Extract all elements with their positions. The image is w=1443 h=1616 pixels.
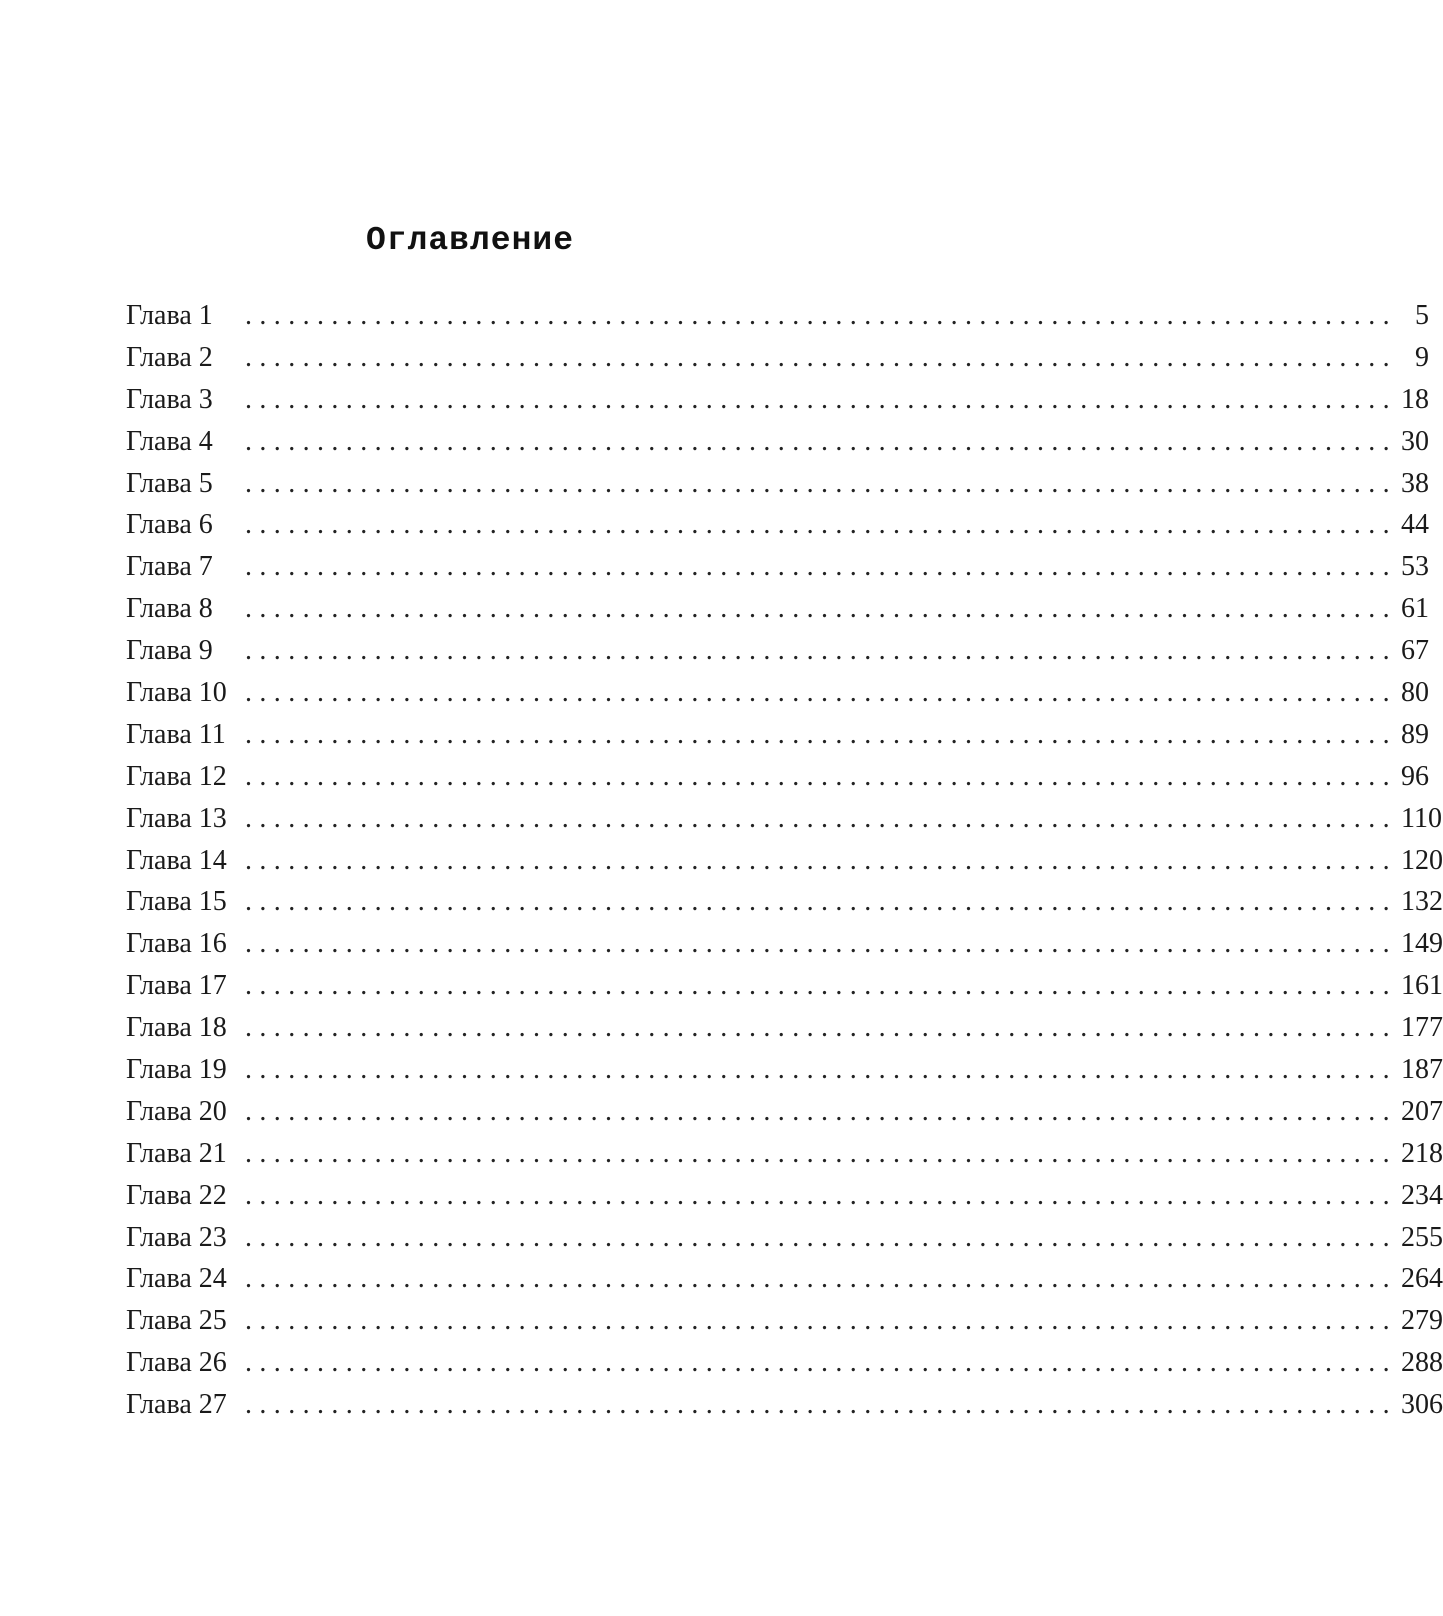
toc-entry: [126, 677, 1429, 719]
toc-dot-leader: ................................................................................: [245, 1095, 1397, 1127]
toc-entry-page-number: 44: [1401, 509, 1429, 541]
toc-entry: [126, 467, 1429, 510]
toc-entry: [126, 928, 1443, 970]
toc-dot-leader: ................................................................................: [245, 1305, 1397, 1337]
toc-entry-page-number: 61: [1401, 593, 1429, 625]
toc-entry-page-number: 5: [1415, 300, 1429, 331]
toc-entry-page-number: 132: [1401, 886, 1443, 918]
toc-dot-leader: ................................................................................: [245, 970, 1397, 1002]
toc-entry-page-number: 264: [1401, 1263, 1443, 1295]
toc-entry-page-number: 80: [1401, 677, 1429, 709]
toc-entry-page-number: 207: [1401, 1095, 1443, 1127]
toc-entry-page-number: 18: [1401, 383, 1429, 415]
toc-dot-leader: ................................................................................: [245, 844, 1397, 876]
toc-entry-page-number: 110: [1401, 802, 1442, 834]
toc-entry-page-number: 279: [1401, 1305, 1443, 1337]
toc-entry-label: Глава 9: [126, 635, 213, 667]
toc-entry-page-number: 30: [1401, 425, 1429, 457]
toc-dot-leader: ................................................................................: [245, 1012, 1397, 1044]
toc-dot-leader: ................................................................................: [245, 1221, 1397, 1253]
toc-dot-leader: ................................................................................: [245, 886, 1397, 918]
toc-list: [126, 300, 1443, 1431]
toc-entry-label: Глава 12: [126, 760, 227, 792]
toc-entry: [126, 551, 1429, 593]
toc-entry-page-number: 149: [1401, 928, 1443, 960]
toc-entry-label: Глава 11: [126, 718, 226, 750]
toc-entry: [126, 1263, 1443, 1305]
toc-entry-label: Глава 1: [126, 300, 213, 331]
toc-entry-page-number: 53: [1401, 551, 1429, 583]
toc-entry: [126, 970, 1443, 1012]
toc-entry-label: Глава 10: [126, 677, 227, 709]
toc-entry-page-number: 187: [1401, 1054, 1443, 1086]
toc-dot-leader: ................................................................................: [245, 425, 1397, 457]
toc-dot-leader: ................................................................................: [245, 802, 1397, 834]
toc-entry-page-number: 218: [1401, 1137, 1443, 1169]
toc-dot-leader: ................................................................................: [245, 1054, 1397, 1086]
toc-entry-label: Глава 17: [126, 970, 227, 1002]
toc-dot-leader: ................................................................................: [245, 383, 1397, 415]
toc-dot-leader: ................................................................................: [245, 1137, 1397, 1169]
toc-entry-page-number: 38: [1401, 467, 1429, 499]
toc-entry-page-number: 306: [1401, 1389, 1443, 1421]
toc-entry-page-number: 67: [1401, 635, 1429, 667]
toc-entry-page-number: 234: [1401, 1179, 1443, 1211]
toc-entry: [126, 844, 1443, 887]
toc-entry: [126, 1221, 1443, 1264]
toc-entry: [126, 1095, 1443, 1138]
toc-entry: [126, 718, 1429, 761]
toc-entry: [126, 593, 1429, 635]
toc-entry-label: Глава 3: [126, 383, 213, 415]
toc-entry-label: Глава 27: [126, 1389, 227, 1421]
toc-entry-label: Глава 22: [126, 1179, 227, 1211]
toc-entry: [126, 383, 1429, 426]
toc-dot-leader: ................................................................................: [245, 1263, 1397, 1295]
toc-entry: [126, 635, 1429, 677]
toc-entry: [126, 1054, 1443, 1096]
toc-entry: [126, 760, 1429, 803]
toc-entry-label: Глава 7: [126, 551, 213, 583]
toc-entry-page-number: 255: [1401, 1221, 1443, 1253]
toc-entry-label: Глава 14: [126, 844, 227, 876]
toc-entry-label: Глава 26: [126, 1347, 227, 1379]
toc-dot-leader: ................................................................................: [245, 1389, 1397, 1421]
toc-entry: [126, 1012, 1443, 1054]
toc-entry-label: Глава 23: [126, 1221, 227, 1253]
toc-dot-leader: ................................................................................: [245, 300, 1397, 331]
toc-entry-label: Глава 8: [126, 593, 213, 625]
toc-entry: [126, 802, 1442, 845]
toc-entry-label: Глава 21: [126, 1137, 227, 1169]
toc-dot-leader: ................................................................................: [245, 341, 1397, 373]
toc-dot-leader: ................................................................................: [245, 551, 1397, 583]
toc-entry: [126, 1389, 1443, 1431]
toc-entry-label: Глава 13: [126, 802, 227, 834]
toc-entry-label: Глава 16: [126, 928, 227, 960]
toc-entry: [126, 341, 1429, 384]
toc-dot-leader: ................................................................................: [245, 677, 1397, 709]
toc-dot-leader: ................................................................................: [245, 635, 1397, 667]
toc-entry-label: Глава 4: [126, 425, 213, 457]
toc-entry-page-number: 288: [1401, 1347, 1443, 1379]
toc-dot-leader: ................................................................................: [245, 1179, 1397, 1211]
toc-entry-page-number: 120: [1401, 844, 1443, 876]
toc-entry: [126, 300, 1429, 342]
toc-entry: [126, 1179, 1443, 1222]
toc-dot-leader: ................................................................................: [245, 928, 1397, 960]
toc-entry: [126, 1347, 1443, 1389]
toc-entry-label: Глава 5: [126, 467, 213, 499]
toc-entry: [126, 425, 1429, 468]
toc-dot-leader: ................................................................................: [245, 718, 1397, 750]
toc-entry-label: Глава 25: [126, 1305, 227, 1337]
toc-entry-label: Глава 6: [126, 509, 213, 541]
toc-dot-leader: ................................................................................: [245, 760, 1397, 792]
toc-entry-label: Глава 18: [126, 1012, 227, 1044]
toc-entry-label: Глава 19: [126, 1054, 227, 1086]
toc-entry: [126, 886, 1443, 928]
toc-entry: [126, 1137, 1443, 1180]
toc-entry: [126, 509, 1429, 551]
toc-entry-page-number: 177: [1401, 1012, 1443, 1044]
toc-entry-label: Глава 24: [126, 1263, 227, 1295]
toc-entry-label: Глава 15: [126, 886, 227, 918]
toc-entry-label: Глава 2: [126, 341, 213, 373]
toc-entry-page-number: 161: [1401, 970, 1443, 1002]
toc-entry: [126, 1305, 1443, 1347]
toc-entry-page-number: 96: [1401, 760, 1429, 792]
toc-entry-page-number: 9: [1415, 341, 1429, 373]
toc-dot-leader: ................................................................................: [245, 509, 1397, 541]
toc-entry-page-number: 89: [1401, 718, 1429, 750]
toc-title: Оглавление: [365, 222, 575, 259]
toc-dot-leader: ................................................................................: [245, 593, 1397, 625]
toc-entry-label: Глава 20: [126, 1095, 227, 1127]
toc-dot-leader: ................................................................................: [245, 467, 1397, 499]
toc-dot-leader: ................................................................................: [245, 1347, 1397, 1379]
